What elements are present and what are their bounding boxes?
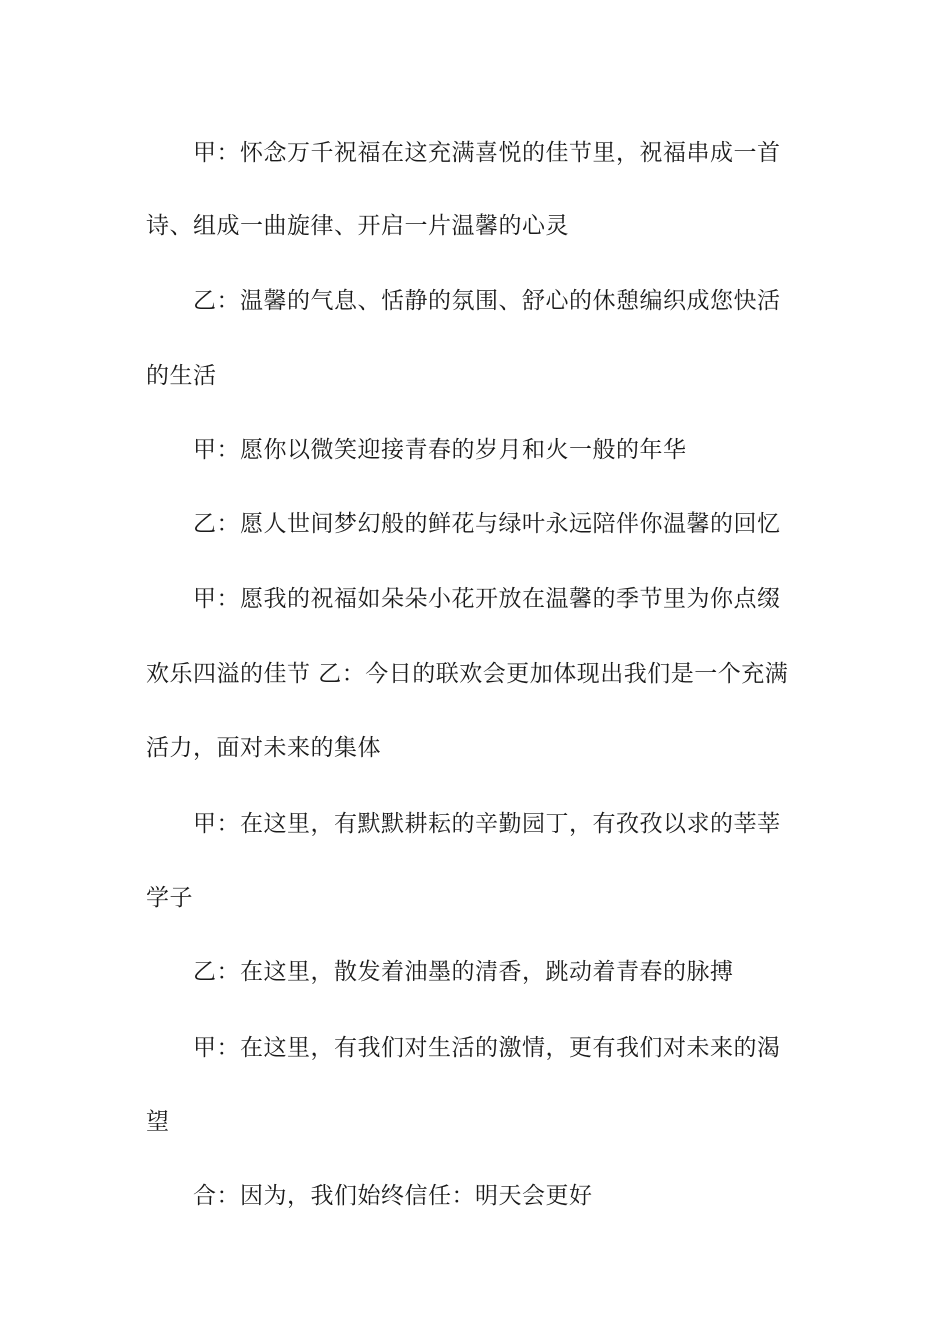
text-line: 诗、组成一曲旋律、开启一片温馨的心灵: [146, 213, 569, 239]
text-line: 甲：在这里，有默默耕耘的辛勤园丁，有孜孜以求的莘莘: [193, 811, 781, 837]
text-line: 乙：温馨的气息、恬静的氛围、舒心的休憩编织成您快活: [193, 288, 781, 314]
text-line: 活力，面对未来的集体: [146, 735, 381, 761]
text-line: 甲：愿你以微笑迎接青春的岁月和火一般的年华: [193, 437, 687, 463]
text-line: 欢乐四溢的佳节 乙：今日的联欢会更加体现出我们是一个充满: [146, 661, 789, 687]
text-line: 甲：怀念万千祝福在这充满喜悦的佳节里，祝福串成一首: [193, 140, 781, 166]
text-line: 望: [146, 1109, 170, 1135]
text-line: 学子: [146, 885, 193, 911]
text-line: 的生活: [146, 363, 217, 389]
text-line: 甲：愿我的祝福如朵朵小花开放在温馨的季节里为你点缀: [193, 586, 781, 612]
text-line: 甲：在这里，有我们对生活的激情，更有我们对未来的渴: [193, 1035, 781, 1061]
text-line: 乙：愿人世间梦幻般的鲜花与绿叶永远陪伴你温馨的回忆: [193, 511, 781, 537]
text-line: 乙：在这里，散发着油墨的清香，跳动着青春的脉搏: [193, 959, 734, 985]
text-line: 合：因为，我们始终信任：明天会更好: [193, 1183, 593, 1209]
